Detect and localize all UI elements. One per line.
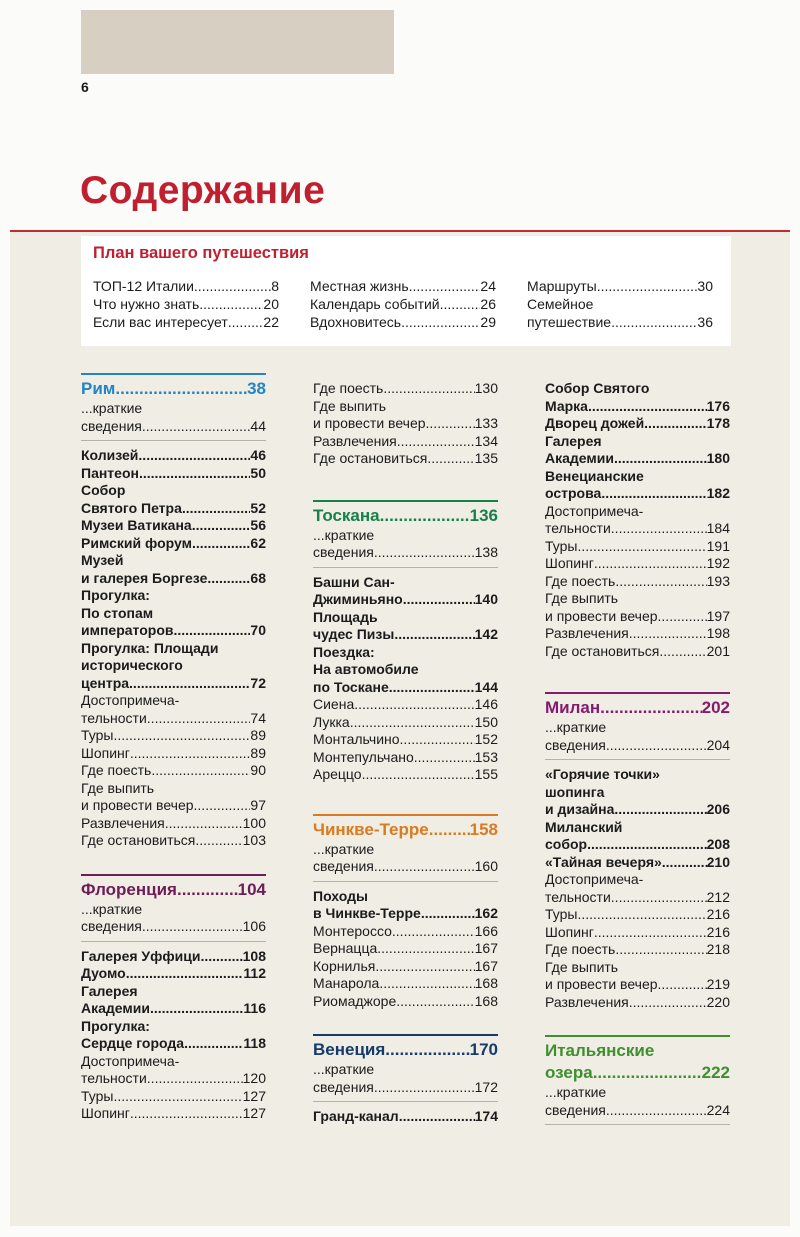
toc-entry[interactable]: Развлечения ..... 198 <box>545 625 730 643</box>
toc-entry[interactable]: сведения ..... 160 <box>313 858 498 876</box>
toc-entry[interactable]: собор ..... 208 <box>545 836 730 854</box>
section-heading-lakes-line1[interactable]: Итальянские <box>545 1041 655 1060</box>
toc-entry[interactable]: Развлечения ..... 220 <box>545 994 730 1012</box>
section-heading-milan[interactable]: Милан ..... 202 <box>545 697 730 719</box>
toc-entry[interactable]: Где остановиться ..... 135 <box>313 450 498 468</box>
toc-entry[interactable]: тельности ..... 212 <box>545 889 730 907</box>
toc-entry[interactable]: Сердце города ..... 118 <box>81 1035 266 1053</box>
toc-entry[interactable]: Маршруты ..... 30 <box>527 277 713 295</box>
toc-entry[interactable]: Монтальчино ..... 152 <box>313 731 498 749</box>
toc-entry[interactable]: чудес Пизы ..... 142 <box>313 626 498 644</box>
toc-entry[interactable]: Шопинг ..... 89 <box>81 745 266 763</box>
toc-entry[interactable]: Академии ..... 180 <box>545 450 730 468</box>
toc-entry[interactable]: Где остановиться ..... 103 <box>81 832 266 850</box>
toc-entry-line[interactable]: Башни Сан- <box>313 573 395 590</box>
toc-entry[interactable]: Где поесть ..... 193 <box>545 573 730 591</box>
toc-entry[interactable]: Риомаджоре ..... 168 <box>313 993 498 1011</box>
toc-entry-line[interactable]: Где выпить <box>81 779 155 796</box>
toc-entry[interactable]: Местная жизнь ..... 24 <box>310 277 496 295</box>
toc-entry-line[interactable]: Где выпить <box>313 397 387 414</box>
brief-info: ...краткие сведения ..... 224 <box>545 1084 730 1125</box>
section-heading-cinque-terre[interactable]: Чинкве-Терре ..... 158 <box>313 819 498 841</box>
toc-entry-line[interactable]: Венецианские <box>545 467 644 484</box>
toc-entry[interactable]: Джиминьяно ..... 140 <box>313 591 498 609</box>
toc-entry[interactable]: Монтепульчано ..... 153 <box>313 749 498 767</box>
toc-entry[interactable]: Развлечения ..... 134 <box>313 433 498 451</box>
section-florence <box>81 874 266 1123</box>
toc-entry[interactable]: Туры ..... 216 <box>545 906 730 924</box>
toc-entry[interactable]: Шопинг ..... 216 <box>545 924 730 942</box>
page-header-tab <box>81 10 394 74</box>
toc-entry[interactable]: Дворец дожей ..... 178 <box>545 415 730 433</box>
toc-entry-line[interactable]: Галерея <box>81 982 138 999</box>
toc-entry[interactable]: сведения ..... 44 <box>81 418 266 436</box>
toc-entry[interactable]: Корнилья ..... 167 <box>313 958 498 976</box>
toc-entry-line[interactable]: исторического <box>81 657 183 673</box>
toc-entry[interactable]: Манарола ..... 168 <box>313 975 498 993</box>
brief-info: ...краткие сведения ..... 44 <box>81 400 266 441</box>
section-heading-rome[interactable]: Рим ..... 38 <box>81 378 266 400</box>
toc-entry-line[interactable]: Достопримеча- <box>545 871 644 887</box>
contents-column-1 <box>81 373 266 1123</box>
section-lakes <box>545 1035 730 1125</box>
toc-entry[interactable]: Вдохновитесь ..... 29 <box>310 313 496 331</box>
toc-entry[interactable]: Музеи Ватикана ..... 56 <box>81 517 266 535</box>
toc-entry[interactable]: сведения ..... 138 <box>313 544 498 562</box>
toc-entry-line[interactable]: Площадь <box>313 608 378 625</box>
brief-info: ...краткие сведения ..... 172 <box>313 1061 498 1102</box>
toc-entry-line[interactable]: Прогулка: <box>81 1017 150 1034</box>
toc-entry[interactable]: Святого Петра ..... 52 <box>81 500 266 518</box>
toc-entry[interactable]: тельности ..... 120 <box>81 1070 266 1088</box>
section-rome <box>81 373 266 850</box>
toc-entry[interactable]: сведения ..... 224 <box>545 1102 730 1120</box>
toc-entry[interactable]: «Тайная вечеря» ..... 210 <box>545 854 730 872</box>
section-venice <box>313 1034 498 1126</box>
toc-entry-line[interactable]: Прогулка: Площади <box>81 639 219 656</box>
toc-entry-line[interactable]: Собор Святого <box>545 380 650 396</box>
section-heading-florence[interactable]: Флоренция ..... 104 <box>81 879 266 901</box>
toc-entry[interactable]: Где остановиться ..... 201 <box>545 643 730 661</box>
plan-column-2 <box>310 277 496 331</box>
toc-entry-line[interactable]: Где выпить <box>545 958 619 975</box>
toc-entry[interactable]: и провести вечер ..... 219 <box>545 976 730 994</box>
section-heading-tuscany[interactable]: Тоскана ..... 136 <box>313 505 498 527</box>
section-tuscany <box>313 500 498 784</box>
toc-entry[interactable]: Лукка ..... 150 <box>313 714 498 732</box>
brief-info: ...краткие сведения ..... 138 <box>313 527 498 568</box>
toc-entry[interactable]: Академии ..... 116 <box>81 1000 266 1018</box>
toc-entry[interactable]: и провести вечер ..... 133 <box>313 415 498 433</box>
toc-entry[interactable]: Развлечения ..... 100 <box>81 815 266 833</box>
toc-entry[interactable]: Вернацца ..... 167 <box>313 940 498 958</box>
plan-section <box>81 236 731 346</box>
toc-entry-line[interactable]: По стопам <box>81 604 154 621</box>
toc-entry-line[interactable]: Галерея <box>545 432 602 449</box>
toc-entry[interactable]: острова ..... 182 <box>545 485 730 503</box>
plan-heading: План вашего путешествия <box>93 244 309 262</box>
toc-entry[interactable]: Шопинг ..... 127 <box>81 1105 266 1123</box>
section-milan <box>545 692 730 1011</box>
toc-entry-line[interactable]: шопинга <box>545 783 605 800</box>
page-number: 6 <box>81 79 89 95</box>
toc-entry[interactable]: Где поесть ..... 218 <box>545 941 730 959</box>
toc-entry[interactable]: сведения ..... 172 <box>313 1079 498 1097</box>
toc-entry[interactable]: Сиена ..... 146 <box>313 696 498 714</box>
toc-entry[interactable]: Если вас интересует ..... 22 <box>93 313 279 331</box>
toc-entry-line[interactable]: Достопримеча- <box>81 692 180 708</box>
toc-entry-line[interactable]: Музей <box>81 552 124 568</box>
toc-entry[interactable]: в Чинкве-Терре ..... 162 <box>313 905 498 923</box>
toc-entry[interactable]: Где поесть ..... 130 <box>313 380 498 398</box>
toc-entry[interactable]: и провести вечер ..... 97 <box>81 797 266 815</box>
toc-entry[interactable]: Шопинг ..... 192 <box>545 555 730 573</box>
toc-entry[interactable]: Марка ..... 176 <box>545 398 730 416</box>
section-cinque-terre <box>313 814 498 1011</box>
toc-entry[interactable]: и провести вечер ..... 197 <box>545 608 730 626</box>
contents-column-3 <box>545 380 730 1131</box>
toc-entry[interactable]: ТОП-12 Италии ..... 8 <box>93 277 279 295</box>
plan-column-1 <box>93 277 279 331</box>
toc-entry-line[interactable]: «Горячие точки» <box>545 766 660 782</box>
toc-entry[interactable]: императоров ..... 70 <box>81 622 266 640</box>
contents-column-2 <box>313 380 498 1126</box>
toc-entry[interactable]: и галерея Боргезе ..... 68 <box>81 570 266 588</box>
section-heading-lakes[interactable]: озера ..... 222 <box>545 1062 730 1084</box>
brief-info: ...краткие сведения ..... 160 <box>313 841 498 882</box>
toc-entry[interactable]: Календарь событий ..... 26 <box>310 295 496 313</box>
toc-entry[interactable]: тельности ..... 74 <box>81 710 266 728</box>
toc-entry-line[interactable]: Семейное <box>527 296 594 312</box>
toc-entry[interactable]: Монтероссо ..... 166 <box>313 923 498 941</box>
toc-entry[interactable]: Что нужно знать ..... 20 <box>93 295 279 313</box>
toc-entry[interactable]: Гранд-канал ..... 174 <box>313 1108 498 1126</box>
toc-entry[interactable]: Туры ..... 191 <box>545 538 730 556</box>
toc-entry-line[interactable]: Собор <box>81 482 126 498</box>
toc-entry[interactable]: Дуомо ..... 112 <box>81 965 266 983</box>
toc-entry[interactable]: Ареццо ..... 155 <box>313 766 498 784</box>
toc-entry[interactable]: тельности ..... 184 <box>545 520 730 538</box>
toc-entry-line[interactable]: Поездка: <box>313 643 375 660</box>
toc-entry-line[interactable]: Походы <box>313 887 368 904</box>
toc-entry[interactable]: Римский форум ..... 62 <box>81 535 266 553</box>
toc-entry-line[interactable]: Достопримеча- <box>545 502 644 519</box>
toc-entry[interactable]: путешествие ..... 36 <box>527 313 713 331</box>
toc-entry[interactable]: центра ..... 72 <box>81 675 266 693</box>
toc-entry[interactable]: Пантеон ..... 50 <box>81 465 266 483</box>
toc-entry-line[interactable]: Где выпить <box>545 590 619 606</box>
brief-info: ...краткие сведения ..... 204 <box>545 719 730 760</box>
section-heading-venice[interactable]: Венеция ..... 170 <box>313 1039 498 1061</box>
florence-continued <box>313 380 498 468</box>
toc-entry[interactable]: Туры ..... 89 <box>81 727 266 745</box>
toc-entry[interactable]: Колизей ..... 46 <box>81 447 266 465</box>
toc-entry[interactable]: Галерея Уффици ..... 108 <box>81 948 266 966</box>
toc-entry-line[interactable]: Достопримеча- <box>81 1052 180 1069</box>
page-title: Содержание <box>80 169 326 212</box>
toc-entry-line[interactable]: Миланский <box>545 818 623 835</box>
plan-column-3 <box>527 277 713 331</box>
toc-entry[interactable]: сведения ..... 106 <box>81 918 266 936</box>
toc-entry[interactable]: Где поесть ..... 90 <box>81 762 266 780</box>
toc-entry[interactable]: Туры ..... 127 <box>81 1088 266 1106</box>
toc-entry-line[interactable]: Прогулка: <box>81 587 150 603</box>
venice-continued <box>545 380 730 503</box>
toc-entry[interactable]: и дизайна ..... 206 <box>545 801 730 819</box>
toc-entry-line[interactable]: На автомобиле <box>313 661 419 677</box>
toc-entry[interactable]: по Тоскане ..... 144 <box>313 679 498 697</box>
brief-info: ...краткие сведения ..... 106 <box>81 901 266 942</box>
toc-entry[interactable]: сведения ..... 204 <box>545 737 730 755</box>
